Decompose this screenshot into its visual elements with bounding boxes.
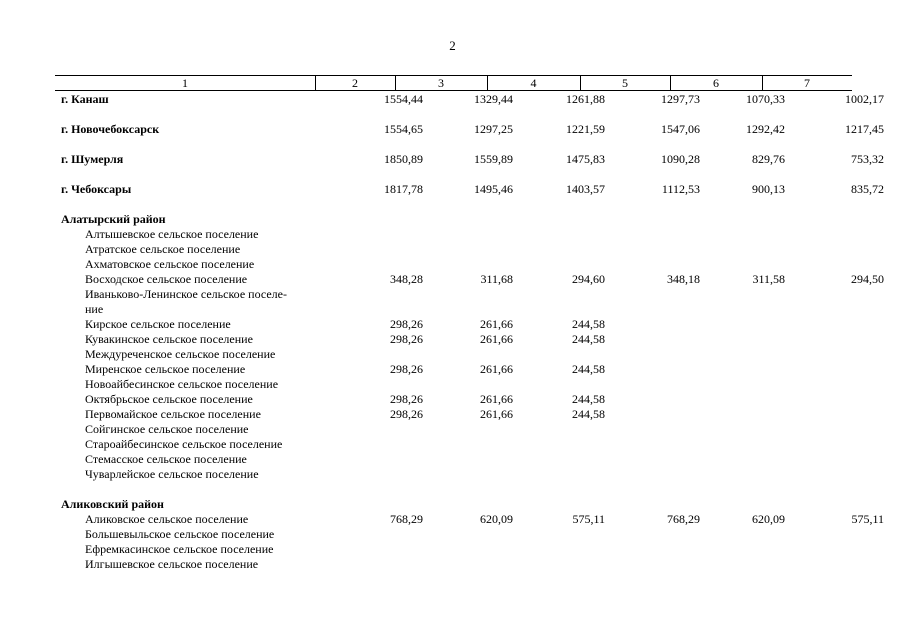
cell-col-2: 1817,78 <box>384 182 423 196</box>
settlement-row <box>55 347 852 362</box>
cell-col-4: 244,58 <box>572 362 605 376</box>
cell-col-2: 298,26 <box>390 317 423 331</box>
cell-col-4: 1403,57 <box>566 182 605 196</box>
header-col-6: 6 <box>713 76 719 90</box>
settlement-row <box>55 362 852 377</box>
settlement-name: Атратское сельское поселение <box>85 242 241 256</box>
row-spacer <box>55 197 852 212</box>
settlement-row <box>55 332 852 347</box>
alikovo-settlement-list <box>55 512 884 572</box>
cell-col-2: 298,26 <box>390 407 423 421</box>
settlement-name: Стемасское сельское поселение <box>85 452 247 466</box>
cell-col-6: 620,09 <box>752 512 785 526</box>
cell-col-3: 1559,89 <box>474 152 513 166</box>
cell-col-6: 1070,33 <box>746 92 785 106</box>
settlement-row <box>55 542 852 557</box>
settlement-name: ние <box>85 302 104 316</box>
cell-col-3: 311,68 <box>480 272 513 286</box>
cell-col-5: 1547,06 <box>661 122 700 136</box>
settlement-name: Новоайбесинское сельское поселение <box>85 377 279 391</box>
row-spacer <box>55 482 852 497</box>
cell-col-2: 298,26 <box>390 332 423 346</box>
cell-col-7: 575,11 <box>851 512 884 526</box>
cell-col-4: 294,60 <box>572 272 605 286</box>
settlement-row <box>55 467 852 482</box>
settlement-name: Междуреченское сельское поселение <box>85 347 276 361</box>
city-name: г. Канаш <box>61 92 109 106</box>
header-col-1: 1 <box>182 76 188 90</box>
cell-col-7: 294,50 <box>851 272 884 286</box>
header-col-4: 4 <box>530 76 537 90</box>
cell-col-6: 1292,42 <box>746 122 785 136</box>
district-heading-row <box>55 497 852 512</box>
table-body <box>55 92 884 572</box>
settlement-row <box>55 302 852 317</box>
cell-col-6: 900,13 <box>752 182 785 196</box>
settlement-row <box>55 272 884 287</box>
cell-col-4: 1221,59 <box>566 122 605 136</box>
cell-col-3: 1495,46 <box>474 182 513 196</box>
settlement-row <box>55 422 852 437</box>
page-number: 2 <box>449 38 456 53</box>
cell-col-2: 1850,89 <box>384 152 423 166</box>
settlement-name: Миренское сельское поселение <box>85 362 246 376</box>
cell-col-5: 1112,53 <box>661 182 700 196</box>
settlement-row <box>55 392 852 407</box>
cell-col-5: 1090,28 <box>661 152 700 166</box>
cell-col-4: 1475,83 <box>566 152 605 166</box>
header-col-7: 7 <box>804 76 810 90</box>
settlement-name: Кирское сельское поселение <box>85 317 231 331</box>
cell-col-5: 348,18 <box>667 272 700 286</box>
settlement-name: Аликовское сельское поселение <box>85 512 249 526</box>
cell-col-3: 261,66 <box>480 392 513 406</box>
settlement-name: Ахматовское сельское поселение <box>85 257 255 271</box>
settlement-row <box>55 257 852 272</box>
settlement-name: Кувакинское сельское поселение <box>85 332 253 346</box>
cell-col-3: 261,66 <box>480 317 513 331</box>
cell-col-6: 311,58 <box>752 272 785 286</box>
cell-col-7: 753,32 <box>851 152 884 166</box>
cell-col-3: 261,66 <box>480 407 513 421</box>
settlement-row <box>55 512 884 527</box>
cell-col-4: 244,58 <box>572 332 605 346</box>
cell-col-2: 348,28 <box>390 272 423 286</box>
table-header-bottom-rule <box>55 90 852 91</box>
cell-col-3: 620,09 <box>480 512 513 526</box>
cell-col-3: 1329,44 <box>474 92 513 106</box>
settlement-name: Восходское сельское поселение <box>85 272 248 286</box>
cell-col-3: 1297,25 <box>474 122 513 136</box>
settlement-name: Илгышевское сельское поселение <box>85 557 259 571</box>
settlement-name: Октябрьское сельское поселение <box>85 392 253 406</box>
header-col-5: 5 <box>622 76 628 90</box>
settlement-name: Староайбесинское сельское поселение <box>85 437 283 451</box>
settlement-row <box>55 437 852 452</box>
settlement-row <box>55 242 852 257</box>
settlement-name: Иваньково-Ленинское сельское поселе- <box>85 287 287 301</box>
row-spacer <box>55 137 852 152</box>
header-col-2: 2 <box>352 76 358 90</box>
cell-col-2: 1554,44 <box>384 92 423 106</box>
city-name: г. Чебоксары <box>61 182 132 196</box>
row-spacer <box>55 167 852 182</box>
cell-col-2: 298,26 <box>390 392 423 406</box>
cell-col-7: 835,72 <box>851 182 884 196</box>
cell-col-2: 298,26 <box>390 362 423 376</box>
district-name: Алатырский район <box>61 212 166 226</box>
cell-col-3: 261,66 <box>480 332 513 346</box>
settlement-name: Первомайское сельское поселение <box>85 407 261 421</box>
cell-col-7: 1002,17 <box>845 92 884 106</box>
settlement-row <box>55 287 852 302</box>
settlement-name: Ефремкасинское сельское поселение <box>85 542 274 556</box>
table-row <box>55 182 884 197</box>
header-col-3: 3 <box>438 76 444 90</box>
cell-col-2: 1554,65 <box>384 122 423 136</box>
table-row <box>55 152 884 167</box>
settlement-name: Сойгинское сельское поселение <box>85 422 249 436</box>
cell-col-4: 244,58 <box>572 392 605 406</box>
table-row <box>55 122 884 137</box>
cell-col-5: 1297,73 <box>661 92 700 106</box>
city-name: г. Шумерля <box>61 152 124 166</box>
cell-col-4: 1261,88 <box>566 92 605 106</box>
settlement-row <box>55 557 852 572</box>
row-spacer <box>55 107 852 122</box>
alatyr-settlement-list <box>55 227 884 482</box>
city-name: г. Новочебоксарск <box>61 122 160 136</box>
settlement-row <box>55 452 852 467</box>
cell-col-5: 768,29 <box>667 512 700 526</box>
district-name: Аликовский район <box>61 497 164 511</box>
cell-col-4: 244,58 <box>572 317 605 331</box>
cell-col-4: 575,11 <box>572 512 605 526</box>
settlement-row <box>55 407 852 422</box>
cell-col-3: 261,66 <box>480 362 513 376</box>
settlement-name: Чуварлейское сельское поселение <box>85 467 259 481</box>
cell-col-7: 1217,45 <box>845 122 884 136</box>
settlement-row <box>55 527 852 542</box>
table-row <box>55 92 884 107</box>
settlement-name: Алтышевское сельское поселение <box>85 227 259 241</box>
settlement-name: Большевыльское сельское поселение <box>85 527 275 541</box>
settlement-row <box>55 227 852 242</box>
cell-col-2: 768,29 <box>390 512 423 526</box>
cell-col-6: 829,76 <box>752 152 785 166</box>
district-heading-row <box>55 212 852 227</box>
cell-col-4: 244,58 <box>572 407 605 421</box>
settlement-row <box>55 317 852 332</box>
settlement-row <box>55 377 852 392</box>
